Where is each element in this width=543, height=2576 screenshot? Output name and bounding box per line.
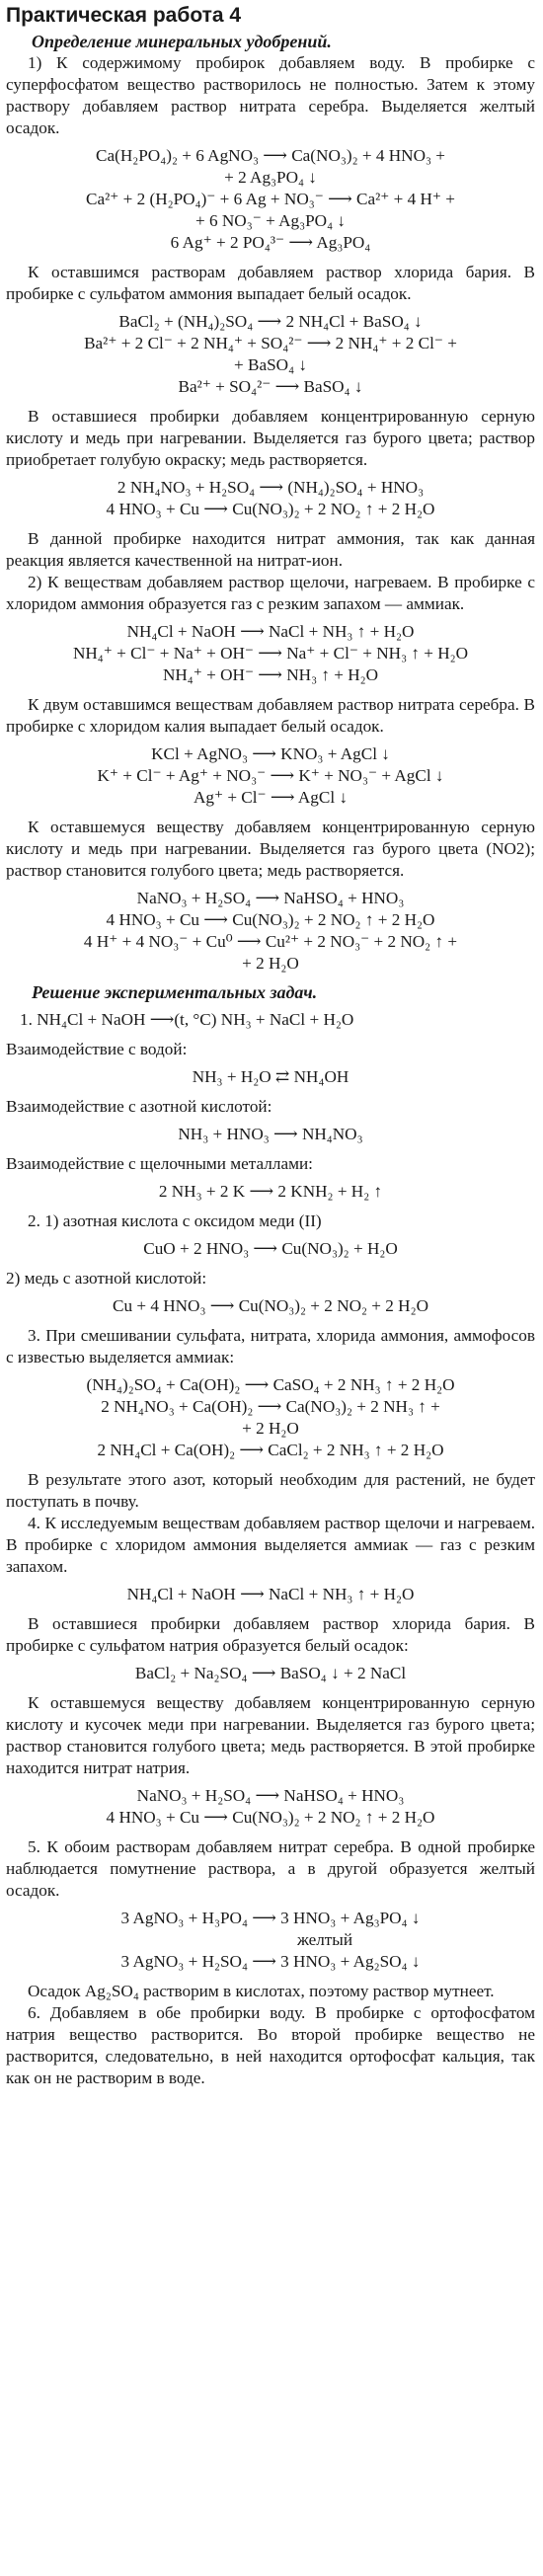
equation-line: + 2 H₂O — [242, 954, 299, 973]
equation-line: (NH₄)₂SO₄ + Ca(OH)₂ ⟶ CaSO₄ + 2 NH₃ ↑ + 2 H₂O — [86, 1375, 455, 1394]
label-line: 2. 1) азотная кислота с оксидом меди (II) — [28, 1211, 322, 1230]
equation-line: Ca(H₂PO₄)₂ + 6 AgNO₃ ⟶ Ca(NO₃)₂ + 4 HNO₃ + — [96, 146, 445, 165]
equation-line: 4 H⁺ + 4 NO₃⁻ + Cu⁰ ⟶ Cu²⁺ + 2 NO₃⁻ + 2 NO₂ ↑ + — [83, 932, 458, 951]
equation-line: K⁺ + Cl⁻ + Ag⁺ + NO₃⁻ ⟶ K⁺ + NO₃⁻ + AgCl ↓ — [97, 766, 444, 785]
equation-block — [6, 1374, 535, 1461]
equation-line: + 6 NO₃⁻ + Ag₃PO₄ ↓ — [195, 211, 346, 230]
equation-line: 2 NH₄NO₃ + H₂SO₄ ⟶ (NH₄)₂SO₄ + HNO₃ — [116, 478, 425, 497]
label-line: Взаимодействие с щелочными металлами: — [6, 1154, 313, 1173]
equation-line: 2 NH₃ + 2 K ⟶ 2 KNH₂ + H₂ ↑ — [158, 1182, 383, 1201]
equation-line: NaNO₃ + H₂SO₄ ⟶ NaHSO₄ + HNO₃ — [136, 1786, 405, 1805]
equation-line: NH₄⁺ + Cl⁻ + Na⁺ + OH⁻ ⟶ Na⁺ + Cl⁻ + NH₃ ↑ + H₂O — [72, 644, 469, 663]
paragraph: В оставшиеся пробирки добавляем раствор хлорида бария. В пробирке с сульфатом натрия образуется белый осадок: — [6, 1614, 535, 1655]
equation-line: 3 AgNO₃ + H₃PO₄ ⟶ 3 HNO₃ + Ag₃PO₄ ↓ — [120, 1909, 421, 1927]
section-heading: Решение экспериментальных задач. — [32, 982, 318, 1002]
equation-line: Ba²⁺ + SO₄²⁻ ⟶ BaSO₄ ↓ — [178, 377, 363, 396]
equation-line: NH₃ + H₂O ⇄ NH₄OH — [192, 1067, 349, 1086]
equation-line: 3 AgNO₃ + H₂SO₄ ⟶ 3 HNO₃ + Ag₂SO₄ ↓ — [120, 1952, 421, 1971]
paragraph: К оставшемуся веществу добавляем концентрированную серную кислоту и кусочек меди при нагревании. Выделяется газ бурого цвета; раствор становится голубого цвета; медь растворяется. В этой пробирке находится нитрат натрия. — [6, 1693, 535, 1777]
label-line: 2) медь с азотной кислотой: — [6, 1269, 207, 1288]
equation-line: 2 NH₄NO₃ + Ca(OH)₂ ⟶ Ca(NO₃)₂ + 2 NH₃ ↑ + — [101, 1397, 440, 1416]
equation-line: NH₃ + HNO₃ ⟶ NH₄NO₃ — [178, 1125, 363, 1143]
paragraph: 4. К исследуемым веществам добавляем раствор щелочи и нагреваем. В пробирке с хлоридом аммония выделяется аммиак — газ с резким запахом. — [6, 1514, 535, 1576]
paragraph: В результате этого азот, который необходим для растений, не будет поступать в почву. — [6, 1470, 535, 1511]
paragraph: В оставшиеся пробирки добавляем концентрированную серную кислоту и медь при нагревании. Выделяется газ бурого цвета; раствор приобретает голубую окраску; медь растворяется. — [6, 407, 535, 469]
equation-block — [6, 1785, 535, 1829]
paragraph: 5. К обоим растворам добавляем нитрат серебра. В одной пробирке наблюдается помутнение раствора, а в другой образуется желтый осадок. — [6, 1837, 535, 1900]
section-heading: Определение минеральных удобрений. — [32, 32, 332, 51]
paragraph: Осадок Ag₂SO₄ растворим в кислотах, поэтому раствор мутнеет. — [28, 1982, 495, 2000]
equation-line: Ba²⁺ + 2 Cl⁻ + 2 NH₄⁺ + SO₄²⁻ ⟶ 2 NH₄⁺ + 2 Cl⁻ + — [84, 334, 457, 352]
equation-annotation: желтый — [296, 1930, 353, 1949]
paragraph: К двум оставшимся веществам добавляем раствор нитрата серебра. В пробирке с хлоридом калия выпадает белый осадок. — [6, 695, 535, 736]
paragraph: В данной пробирке находится нитрат аммония, так как данная реакция является качественной на нитрат-ион. — [6, 529, 535, 570]
equation-block — [6, 888, 535, 975]
equation-line: BaCl₂ + Na₂SO₄ ⟶ BaSO₄ ↓ + 2 NaCl — [134, 1664, 407, 1682]
equation-line: NH₄Cl + NaOH ⟶ NaCl + NH₃ ↑ + H₂O — [126, 622, 415, 641]
equation-line: 1. NH₄Cl + NaOH ⟶(t, °C) NH₃ + NaCl + H₂O — [20, 1010, 354, 1029]
equation-line: 2 NH₄Cl + Ca(OH)₂ ⟶ CaCl₂ + 2 NH₃ ↑ + 2 H₂O — [97, 1441, 444, 1459]
equation-line: BaCl₂ + (NH₄)₂SO₄ ⟶ 2 NH₄Cl + BaSO₄ ↓ — [118, 312, 423, 331]
equation-line: KCl + AgNO₃ ⟶ KNO₃ + AgCl ↓ — [151, 744, 390, 763]
equation-line: 4 HNO₃ + Cu ⟶ Cu(NO₃)₂ + 2 NO₂ ↑ + 2 H₂O — [106, 1808, 435, 1827]
paragraph: К оставшемуся веществу добавляем концентрированную серную кислоту и медь при нагревании. Выделяется газ бурого цвета (NO2); раствор становится голубого цвета; медь растворяется. — [6, 818, 535, 880]
equation-line: + 2 Ag₃PO₄ ↓ — [224, 168, 317, 187]
equation-block — [6, 1908, 535, 1973]
equation-block — [6, 621, 535, 686]
equation-line: Cu + 4 HNO₃ ⟶ Cu(NO₃)₂ + 2 NO₂ + 2 H₂O — [113, 1296, 428, 1315]
equation-block — [6, 145, 535, 254]
paragraph: 3. При смешивании сульфата, нитрата, хлорида аммония, аммофосов с известью выделяется аммиак: — [6, 1326, 535, 1366]
equation-line: Ca²⁺ + 2 (H₂PO₄)⁻ + 6 Ag + NO₃⁻ ⟶ Ca²⁺ + 4 H⁺ + — [86, 190, 455, 208]
equation-block — [6, 311, 535, 398]
paragraph: 1) К содержимому пробирок добавляем воду. В пробирке с суперфосфатом вещество растворилось не полностью. Затем к этому раствору добавляем раствор нитрата серебра. Выделяется желтый осадок. — [6, 53, 535, 137]
equation-line: NH₄⁺ + OH⁻ ⟶ NH₃ ↑ + H₂O — [162, 665, 379, 684]
equation-line: CuO + 2 HNO₃ ⟶ Cu(NO₃)₂ + H₂O — [143, 1239, 398, 1258]
paragraph: 2) К веществам добавляем раствор щелочи, нагреваем. В пробирке с хлоридом аммония образуется газ с резким запахом — аммиак. — [6, 573, 535, 613]
equation-block — [6, 743, 535, 809]
equation-line: Ag⁺ + Cl⁻ ⟶ AgCl ↓ — [193, 788, 349, 807]
label-line: Взаимодействие с азотной кислотой: — [6, 1097, 272, 1116]
label-line: Взаимодействие с водой: — [6, 1040, 188, 1058]
equation-line: + 2 H₂O — [242, 1419, 299, 1438]
equation-line: NaNO₃ + H₂SO₄ ⟶ NaHSO₄ + HNO₃ — [136, 889, 405, 907]
equation-block — [6, 477, 535, 520]
paragraph: 6. Добавляем в обе пробирки воду. В пробирке с ортофосфатом натрия вещество растворится. Во второй пробирке вещество не растворится, следовательно, в ней находится ортофосфат кальция, так как он не растворим в воде. — [6, 2003, 535, 2087]
page-title: Практическая работа 4 — [6, 4, 242, 27]
equation-line: NH₄Cl + NaOH ⟶ NaCl + NH₃ ↑ + H₂O — [126, 1585, 415, 1603]
paragraph: К оставшимся растворам добавляем раствор хлорида бария. В пробирке с сульфатом аммония выпадает белый осадок. — [6, 263, 535, 303]
equation-line: + BaSO₄ ↓ — [234, 355, 307, 374]
equation-line: 6 Ag⁺ + 2 PO₄³⁻ ⟶ Ag₃PO₄ — [170, 233, 371, 252]
equation-line: 4 HNO₃ + Cu ⟶ Cu(NO₃)₂ + 2 NO₂ ↑ + 2 H₂O — [106, 500, 435, 518]
document-page — [6, 4, 535, 2089]
equation-line: 4 HNO₃ + Cu ⟶ Cu(NO₃)₂ + 2 NO₂ ↑ + 2 H₂O — [106, 910, 435, 929]
